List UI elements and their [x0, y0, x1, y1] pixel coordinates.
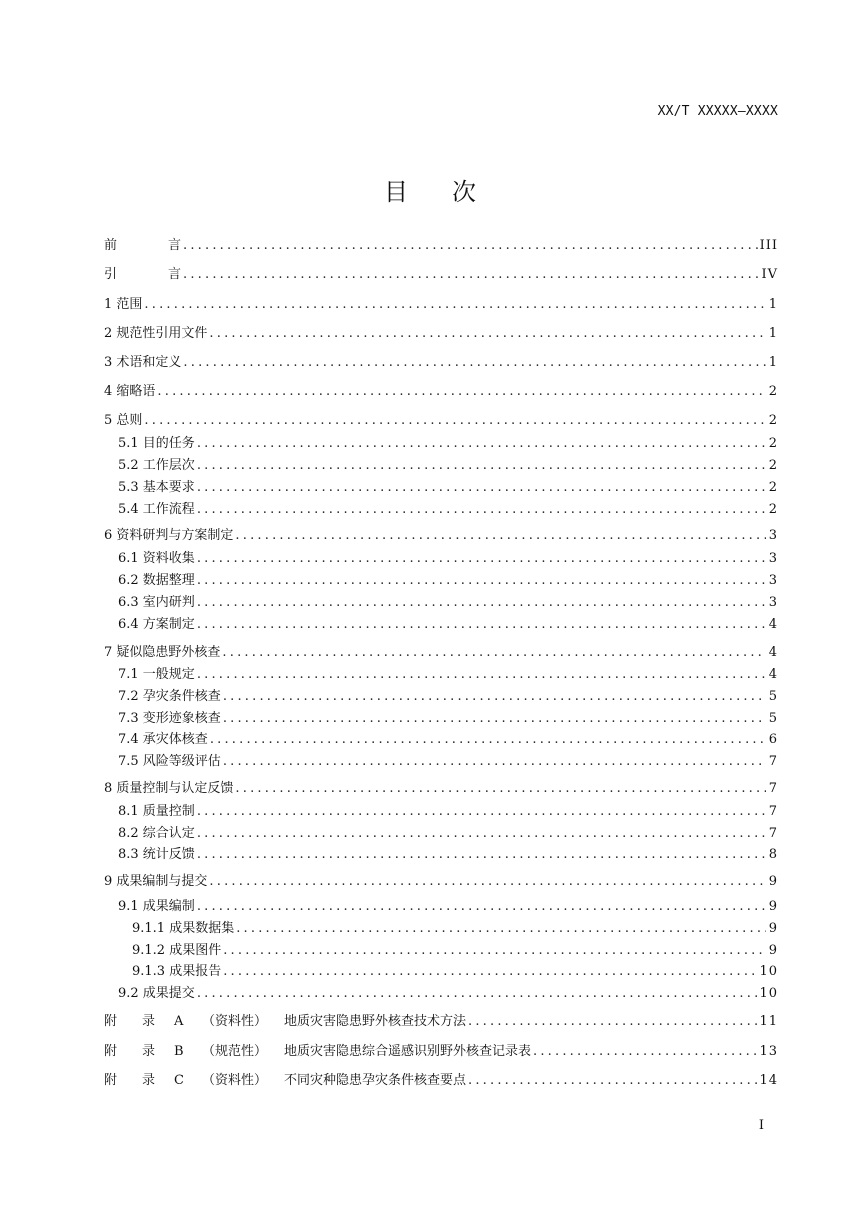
- toc-entry-label: 3 术语和定义: [104, 355, 182, 370]
- toc-entry-page: IV: [761, 267, 778, 282]
- toc-entry-label: 6.3 室内研判: [118, 595, 195, 610]
- toc-leader-dots: [197, 802, 766, 822]
- toc-entry[interactable]: [104, 709, 778, 729]
- toc-leader-dots: [197, 615, 766, 635]
- toc-entry-page: 3: [768, 551, 778, 566]
- toc-entry-page: 9: [768, 943, 778, 958]
- toc-entry[interactable]: [104, 897, 778, 917]
- toc-entry-page: 2: [768, 436, 778, 451]
- toc-entry-label: 9.2 成果提交: [118, 986, 195, 1001]
- appendix-nature: （规范性）: [202, 1044, 268, 1059]
- toc-leader-dots: [157, 382, 766, 402]
- toc-entry-label: 8.1 质量控制: [118, 804, 195, 819]
- toc-appendix-label: [104, 1012, 466, 1032]
- toc-entry-label: 7.4 承灾体核查: [118, 732, 208, 747]
- toc-entry[interactable]: [104, 845, 778, 865]
- toc-entry[interactable]: [104, 295, 778, 315]
- toc-entry-page: 5: [768, 711, 778, 726]
- appendix-title: 不同灾种隐患孕灾条件核查要点: [284, 1073, 467, 1088]
- toc-title-char-2: 次: [452, 178, 476, 206]
- toc-entry-label: 7.1 一般规定: [118, 667, 195, 682]
- standard-code: XX/T XXXXX—XXXX: [657, 104, 778, 119]
- appendix-title: 地质灾害隐患野外核查技术方法: [284, 1014, 467, 1029]
- toc-leader-dots: [209, 872, 766, 892]
- toc-leader-dots: [235, 526, 766, 546]
- toc-entry-label: 5.4 工作流程: [118, 502, 195, 517]
- toc-entry-label: 7 疑似隐患野外核查: [104, 645, 221, 660]
- toc-entry[interactable]: [104, 779, 778, 799]
- toc-leader-dots: [223, 941, 766, 961]
- toc-leader-dots: [210, 730, 766, 750]
- toc-entry[interactable]: [104, 549, 778, 569]
- appendix-letter: B: [174, 1044, 184, 1059]
- toc-entry[interactable]: [104, 615, 778, 635]
- toc-entry[interactable]: [104, 984, 778, 1004]
- page-number: I: [758, 1118, 764, 1133]
- toc-entry[interactable]: [104, 824, 778, 844]
- appendix-word-1: 附: [104, 1044, 118, 1059]
- toc-entry-label: 7.3 变形迹象核查: [118, 711, 221, 726]
- toc-entry-appendix[interactable]: [104, 1071, 778, 1091]
- toc-entry-page: 10: [759, 986, 778, 1001]
- toc-entry[interactable]: [104, 643, 778, 663]
- toc-entry-label: 5.1 目的任务: [118, 436, 195, 451]
- toc-entry-page: 3: [768, 573, 778, 588]
- toc-entry[interactable]: [104, 411, 778, 431]
- toc-entry-page: 1: [768, 326, 778, 341]
- toc-appendix-label: [104, 1042, 531, 1062]
- toc-leader-dots: [197, 500, 766, 520]
- toc-entry-page: 1: [768, 297, 778, 312]
- toc-leader-dots: [197, 478, 766, 498]
- toc-leader-dots: [235, 779, 766, 799]
- toc-entry-label: 8 质量控制与认定反馈: [104, 781, 234, 796]
- toc-leader-dots: [197, 984, 758, 1004]
- toc-entry-page: 3: [768, 595, 778, 610]
- toc-entry-page: 11: [759, 1014, 778, 1029]
- toc-entry-label: 5.2 工作层次: [118, 458, 195, 473]
- appendix-word-1: 附: [104, 1014, 118, 1029]
- toc-entry[interactable]: [104, 500, 778, 520]
- toc-entry-label-char: 言: [168, 238, 182, 253]
- toc-entry[interactable]: [104, 526, 778, 546]
- toc-entry[interactable]: [104, 730, 778, 750]
- toc-entry-label: 9.1.2 成果图件: [132, 943, 222, 958]
- toc-entry-front[interactable]: [104, 265, 778, 285]
- toc-leader-dots: [183, 265, 759, 285]
- toc-entry[interactable]: [104, 478, 778, 498]
- toc-entry-page: 7: [768, 781, 778, 796]
- toc-entry-label-char: 引: [104, 267, 118, 282]
- toc-leader-dots: [209, 324, 766, 344]
- toc-title: [0, 172, 860, 207]
- toc-entry-page: 2: [768, 502, 778, 517]
- toc-entry-label: 8.3 统计反馈: [118, 847, 195, 862]
- toc-entry-label: 9.1 成果编制: [118, 899, 195, 914]
- toc-entry-appendix[interactable]: [104, 1012, 778, 1032]
- toc-entry-label-char: 言: [168, 267, 182, 282]
- toc-entry-page: III: [759, 238, 778, 253]
- toc-entry-label: 2 规范性引用文件: [104, 326, 208, 341]
- toc-entry-page: 8: [768, 847, 778, 862]
- toc-entry-label: 4 缩略语: [104, 384, 156, 399]
- toc-entry-page: 7: [768, 804, 778, 819]
- toc-entry-label: 6.4 方案制定: [118, 617, 195, 632]
- appendix-nature: （资料性）: [202, 1014, 268, 1029]
- toc-leader-dots: [197, 571, 766, 591]
- toc-entry-page: 2: [768, 480, 778, 495]
- toc-entry-label: 6.1 资料收集: [118, 551, 195, 566]
- toc-appendix-label: [104, 1071, 466, 1091]
- toc-entry-page: 2: [768, 458, 778, 473]
- toc-entry-page: 9: [768, 899, 778, 914]
- toc-leader-dots: [236, 919, 766, 939]
- toc-leader-dots: [222, 643, 766, 663]
- toc-leader-dots: [197, 665, 766, 685]
- toc-leader-dots: [144, 411, 766, 431]
- toc-entry-page: 4: [768, 617, 778, 632]
- toc-entry[interactable]: [104, 434, 778, 454]
- toc-entry[interactable]: [104, 593, 778, 613]
- toc-leader-dots: [183, 236, 758, 256]
- appendix-title: 地质灾害隐患综合遥感识别野外核查记录表: [284, 1044, 532, 1059]
- toc-entry[interactable]: [104, 353, 778, 373]
- toc-entry-label: 5.3 基本要求: [118, 480, 195, 495]
- toc-entry-page: 14: [759, 1073, 778, 1088]
- toc-entry[interactable]: [104, 456, 778, 476]
- toc-entry-label: 7.2 孕灾条件核查: [118, 689, 221, 704]
- toc-entry[interactable]: [104, 919, 778, 939]
- toc-leader-dots: [197, 434, 766, 454]
- appendix-word-2: 录: [142, 1044, 156, 1059]
- toc-entry[interactable]: [104, 687, 778, 707]
- appendix-word-1: 附: [104, 1073, 118, 1088]
- toc-entry-label: 1 范围: [104, 297, 143, 312]
- appendix-nature: （资料性）: [202, 1073, 268, 1088]
- toc-leader-dots: [197, 593, 766, 613]
- toc-entry[interactable]: [104, 941, 778, 961]
- toc-leader-dots: [197, 897, 766, 917]
- toc-entry-label: 7.5 风险等级评估: [118, 754, 221, 769]
- toc-entry-page: 5: [768, 689, 778, 704]
- toc-entry-front[interactable]: [104, 236, 778, 256]
- toc-entry-page: 9: [768, 874, 778, 889]
- toc-entry[interactable]: [104, 571, 778, 591]
- toc-entry-label: 6.2 数据整理: [118, 573, 195, 588]
- toc-entry[interactable]: [104, 382, 778, 402]
- toc-leader-dots: [468, 1071, 757, 1091]
- toc-entry-page: 6: [768, 732, 778, 747]
- toc-entry-page: 7: [768, 754, 778, 769]
- toc-leader-dots: [197, 456, 766, 476]
- toc-entry[interactable]: [104, 752, 778, 772]
- toc-leader-dots: [468, 1012, 757, 1032]
- toc-entry-label: 9.1.3 成果报告: [132, 964, 222, 979]
- toc-leader-dots: [223, 752, 766, 772]
- toc-entry-label: 9.1.1 成果数据集: [132, 921, 235, 936]
- appendix-letter: A: [174, 1014, 184, 1029]
- toc-entry-page: 13: [759, 1044, 778, 1059]
- appendix-letter: C: [174, 1073, 184, 1088]
- toc-entry-page: 4: [768, 667, 778, 682]
- toc-entry-label: 6 资料研判与方案制定: [104, 528, 234, 543]
- toc-leader-dots: [197, 824, 766, 844]
- appendix-word-2: 录: [142, 1014, 156, 1029]
- toc-entry-page: 3: [768, 528, 778, 543]
- toc-leader-dots: [223, 709, 766, 729]
- toc-entry-label: 9 成果编制与提交: [104, 874, 208, 889]
- toc-leader-dots: [223, 962, 757, 982]
- toc-leader-dots: [197, 549, 766, 569]
- toc-entry-page: 4: [768, 645, 778, 660]
- toc-leader-dots: [183, 353, 766, 373]
- toc-title-char-1: 目: [384, 178, 408, 206]
- toc-entry[interactable]: [104, 324, 778, 344]
- toc-entry-label: 5 总则: [104, 413, 143, 428]
- toc-entry-page: 2: [768, 384, 778, 399]
- toc-entry-appendix[interactable]: [104, 1042, 778, 1062]
- toc-entry[interactable]: [104, 802, 778, 822]
- toc-leader-dots: [144, 295, 766, 315]
- toc-entry-label-char: 前: [104, 238, 118, 253]
- toc-entry-page: 1: [768, 355, 778, 370]
- toc-leader-dots: [533, 1042, 757, 1062]
- toc-entry-label: 8.2 综合认定: [118, 826, 195, 841]
- toc-leader-dots: [223, 687, 766, 707]
- toc-entry[interactable]: [104, 665, 778, 685]
- toc-entry-label: [104, 265, 181, 285]
- toc-entry-page: 9: [768, 921, 778, 936]
- toc-entry-label: [104, 236, 181, 256]
- toc-entry[interactable]: [104, 962, 778, 982]
- toc-entry-page: 7: [768, 826, 778, 841]
- toc-entry-page: 10: [759, 964, 778, 979]
- appendix-word-2: 录: [142, 1073, 156, 1088]
- toc-entry[interactable]: [104, 872, 778, 892]
- toc-entry-page: 2: [768, 413, 778, 428]
- toc-leader-dots: [197, 845, 766, 865]
